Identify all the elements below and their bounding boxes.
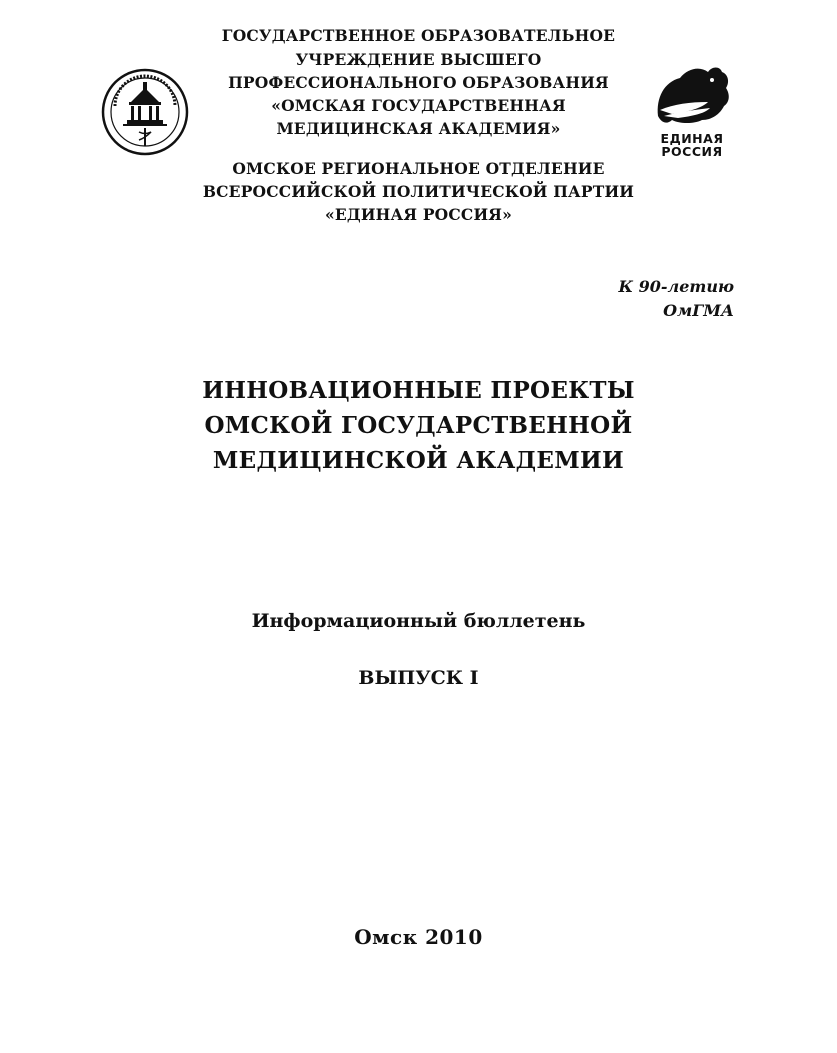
subtitle: Информационный бюллетень bbox=[251, 610, 586, 632]
title-line-1: ИННОВАЦИОННЫЕ ПРОЕКТЫ bbox=[202, 377, 635, 404]
institution-line-4: «ОМСКАЯ ГОСУДАРСТВЕННАЯ bbox=[271, 96, 566, 115]
title-line-2: ОМСКОЙ ГОСУДАРСТВЕННОЙ bbox=[204, 412, 633, 439]
party-logo-text-line1: ЕДИНАЯ bbox=[660, 131, 724, 146]
party-logo-text-line2: РОССИЯ bbox=[661, 144, 723, 159]
institution-line-1: ГОСУДАРСТВЕННОЕ ОБРАЗОВАТЕЛЬНОЕ bbox=[221, 26, 616, 45]
dedication-line-2: ОмГМА bbox=[663, 301, 734, 320]
city-year: Омск 2010 bbox=[354, 925, 483, 949]
dedication-line-1: К 90-летию bbox=[618, 277, 734, 296]
title-line-3: МЕДИЦИНСКОЙ АКАДЕМИИ bbox=[212, 447, 625, 474]
institution-line-3: ПРОФЕССИОНАЛЬНОГО ОБРАЗОВАНИЯ bbox=[228, 73, 609, 92]
party-line-1: ОМСКОЕ РЕГИОНАЛЬНОЕ ОТДЕЛЕНИЕ bbox=[232, 159, 605, 178]
party-line-2: ВСЕРОССИЙСКОЙ ПОЛИТИЧЕСКОЙ ПАРТИИ bbox=[202, 182, 635, 201]
party-line-3: «ЕДИНАЯ РОССИЯ» bbox=[324, 205, 513, 224]
issue-number: ВЫПУСК I bbox=[358, 667, 479, 689]
institution-line-2: УЧРЕЖДЕНИЕ ВЫСШЕГО bbox=[295, 50, 542, 69]
institution-line-5: МЕДИЦИНСКАЯ АКАДЕМИЯ» bbox=[276, 119, 561, 138]
